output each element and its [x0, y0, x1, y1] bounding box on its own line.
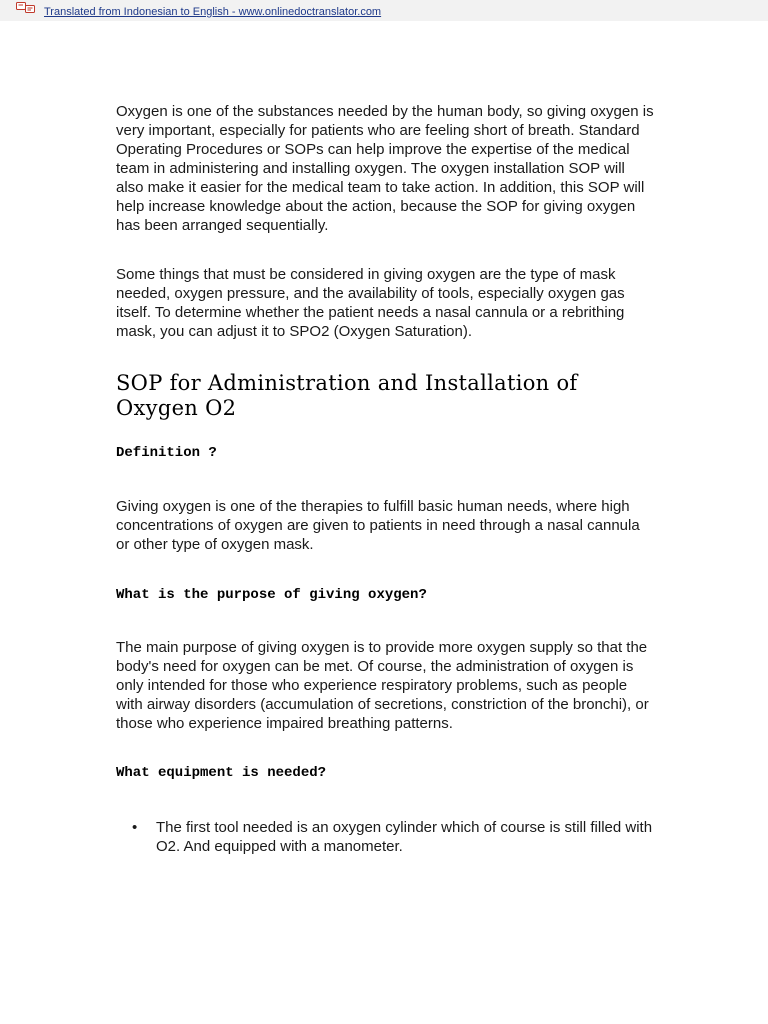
purpose-heading: What is the purpose of giving oxygen?: [116, 587, 427, 603]
translation-banner: [0, 0, 768, 21]
list-item: [116, 818, 656, 856]
definition-heading: Definition ?: [116, 445, 217, 461]
document-body: [116, 102, 656, 856]
equipment-list: [116, 818, 656, 856]
bullet-icon: •: [132, 819, 138, 836]
equipment-heading: What equipment is needed?: [116, 765, 327, 781]
intro-paragraph: Oxygen is one of the substances needed by the human body, so giving oxygen is very important, especially for patients who are feeling short of breath. Standard Operating Procedures or SOPs can help improve the expertise of the medical team in administering and installing oxygen. The oxygen installation SOP will also make it easier for the medical team to take action. In addition, this SOP will help increase knowledge about the action, because the SOP for giving oxygen has been arranged sequentially.: [116, 103, 654, 234]
translate-icon: [16, 2, 36, 14]
purpose-paragraph: The main purpose of giving oxygen is to provide more oxygen supply so that the body's need for oxygen can be met. Of course, the administration of oxygen is only intended for those who experience respiratory problems, such as people with airway disorders (accumulation of secretions, constriction of the bronchi), or those who experience impaired breathing patterns.: [116, 639, 649, 732]
considerations-paragraph: Some things that must be considered in giving oxygen are the type of mask needed, oxygen pressure, and the availability of tools, especially oxygen gas itself. To determine whether the patient needs a nasal cannula or a rebrithing mask, you can adjust it to SPO2 (Oxygen Saturation).: [116, 266, 625, 340]
translator-link[interactable]: Translated from Indonesian to English - www.onlinedoctranslator.com: [44, 6, 382, 18]
document-title: SOP for Administration and Installation of Oxygen O2: [116, 371, 578, 420]
list-item-text: The first tool needed is an oxygen cylinder which of course is still filled with O2. And equipped with a manometer.: [156, 819, 653, 855]
definition-paragraph: Giving oxygen is one of the therapies to fulfill basic human needs, where high concentrations of oxygen are given to patients in need through a nasal cannula or other type of oxygen mask.: [116, 498, 640, 553]
